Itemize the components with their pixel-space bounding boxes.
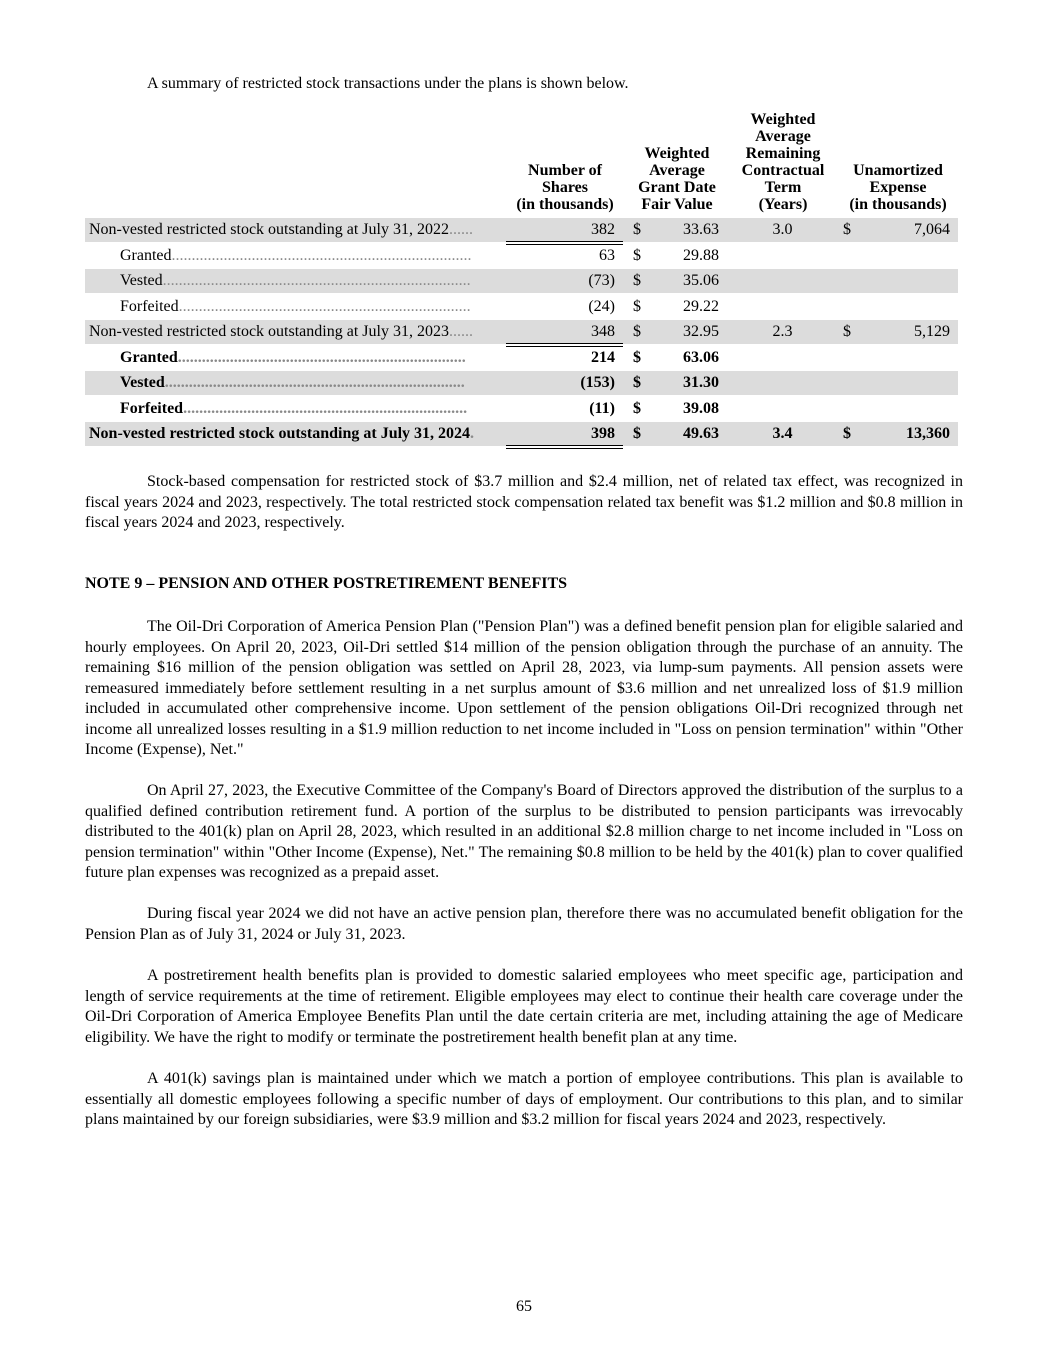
shares-value: (11) [589, 400, 615, 417]
shares-value: (73) [588, 272, 615, 289]
table-row: Non-vested restricted stock outstanding at July 31, 2024. 398 $ 49.63 3.4 $ 13,360 [85, 422, 958, 446]
term-value: 2.3 [772, 323, 793, 340]
row-label: Forfeited [120, 298, 179, 315]
row-label: Vested [120, 374, 165, 391]
table-row: Vested........................................................................... (153) $ 31.30 [85, 371, 958, 395]
table-row: Non-vested restricted stock outstanding at July 31, 2022...... 382 $ 33.63 3.0 $ 7,064 [85, 218, 958, 242]
fair-value: 29.88 [683, 247, 719, 264]
row-label: Non-vested restricted stock outstanding at July 31, 2024 [89, 425, 471, 442]
pension-paragraph-1: The Oil-Dri Corporation of America Pension Plan ("Pension Plan") was a defined benefit pension plan for eligible salaried and hourly employees. On April 20, 2023, Oil-Dri settled $14 million of the pension obligation through the purchase of an annuity. The remaining $16 million of the pension obligation was settled on April 28, 2023, via lump-sum payments. All pension assets were remeasured immediately before settlement resulting in a net surplus amount of $3.6 million and net unrealized loss of $1.9 million included in accumulated other comprehensive income. Upon settlement of the pension obligations Oil-Dri recognized through net income all unrealized losses resulting in a $1.9 million reduction to net income included in "Loss on pension termination" within "Other Income (Expense), Net." [85, 618, 963, 758]
table-row: Forfeited......................................................................... (24) $ 29.22 [85, 295, 958, 319]
row-label: Granted [120, 247, 172, 264]
row-label: Vested [120, 272, 163, 289]
shares-value: 63 [599, 247, 615, 264]
table-row: Granted........................................................................... 63 $ 29.88 [85, 244, 958, 268]
header-fair-value: Weighted Average Grant Date Fair Value [638, 145, 716, 213]
compensation-paragraph: Stock-based compensation for restricted stock of $3.7 million and $2.4 million, net of related tax effect, was recognized in fiscal years 2024 and 2023, respectively. The total restricted stock compensation related tax benefit was $1.2 million and $0.8 million in fiscal years 2024 and 2023, respectively. [85, 473, 963, 531]
term-value: 3.0 [772, 221, 793, 238]
shares-value: (24) [588, 298, 615, 315]
fair-value: 32.95 [683, 323, 719, 340]
fair-value: 29.22 [683, 298, 719, 315]
fair-value: 49.63 [683, 425, 719, 442]
shares-value: 382 [591, 221, 615, 238]
pension-paragraph-3: During fiscal year 2024 we did not have an active pension plan, therefore there was no accumulated benefit obligation for the Pension Plan as of July 31, 2024 or July 31, 2023. [85, 905, 963, 943]
table-row: Granted........................................................................ 214 $ 63.06 [85, 346, 958, 370]
row-label: Forfeited [120, 400, 184, 417]
shares-value: (153) [580, 374, 615, 391]
fair-value: 35.06 [683, 272, 719, 289]
shares-value: 214 [591, 349, 615, 366]
note-heading: NOTE 9 – PENSION AND OTHER POSTRETIREMENT BENEFITS [85, 575, 568, 592]
expense-value: 5,129 [914, 323, 950, 340]
shares-value: 398 [591, 425, 615, 442]
header-term: Weighted Average Remaining Contractual Term (Years) [741, 111, 825, 213]
row-label: Non-vested restricted stock outstanding at July 31, 2023 [89, 323, 449, 340]
table-row: Forfeited....................................................................... (11) $ 39.08 [85, 397, 958, 421]
fair-value: 63.06 [683, 349, 719, 366]
table-row: Vested............................................................................. (73) $ 35.06 [85, 269, 958, 293]
fair-value: 33.63 [683, 221, 719, 238]
row-label: Non-vested restricted stock outstanding at July 31, 2022 [89, 221, 449, 238]
pension-paragraph-2: On April 27, 2023, the Executive Committee of the Company's Board of Directors approved the distribution of the surplus to a qualified defined contribution retirement fund. A portion of the surplus to be distributed to pension participants was irrevocably distributed to the 401(k) plan on April 28, 2023, which resulted in an additional $2.8 million charge to net income included in "Loss on pension termination" within "Other Income (Expense), Net." The remaining $0.8 million to be held by the 401(k) plan to cover qualified future plan expenses was recognized as a prepaid asset. [85, 782, 963, 881]
fair-value: 39.08 [683, 400, 719, 417]
table-intro: A summary of restricted stock transactions under the plans is shown below. [147, 75, 629, 92]
fair-value: 31.30 [683, 374, 719, 391]
postretirement-paragraph: A postretirement health benefits plan is provided to domestic salaried employees who meet specific age, participation and length of service requirements at the time of retirement. Eligible employees may elect to continue their health care coverage under the Oil-Dri Corporation of America Employee Benefits Plan until the date certain criteria are met, including attaining the age of Medicare eligibility. We have the right to modify or terminate the postretirement health benefit plan at any time. [85, 967, 963, 1046]
header-shares: Number of Shares (in thousands) [516, 162, 614, 213]
page-number: 65 [516, 1298, 532, 1315]
expense-value: 13,360 [906, 425, 950, 442]
header-expense: Unamortized Expense (in thousands) [849, 162, 947, 213]
savings-plan-paragraph: A 401(k) savings plan is maintained under which we match a portion of employee contributions. This plan is available to essentially all domestic employees following a specific number of days of employment. Our contributions to this plan, and to similar plans maintained by our foreign subsidiaries, were $3.9 million and $3.2 million for fiscal years 2024 and 2023, respectively. [85, 1070, 963, 1128]
shares-value: 348 [591, 323, 615, 340]
expense-value: 7,064 [914, 221, 950, 238]
row-label: Granted [120, 349, 178, 366]
table-row: Non-vested restricted stock outstanding at July 31, 2023...... 348 $ 32.95 2.3 $ 5,129 [85, 320, 958, 344]
term-value: 3.4 [772, 425, 793, 442]
